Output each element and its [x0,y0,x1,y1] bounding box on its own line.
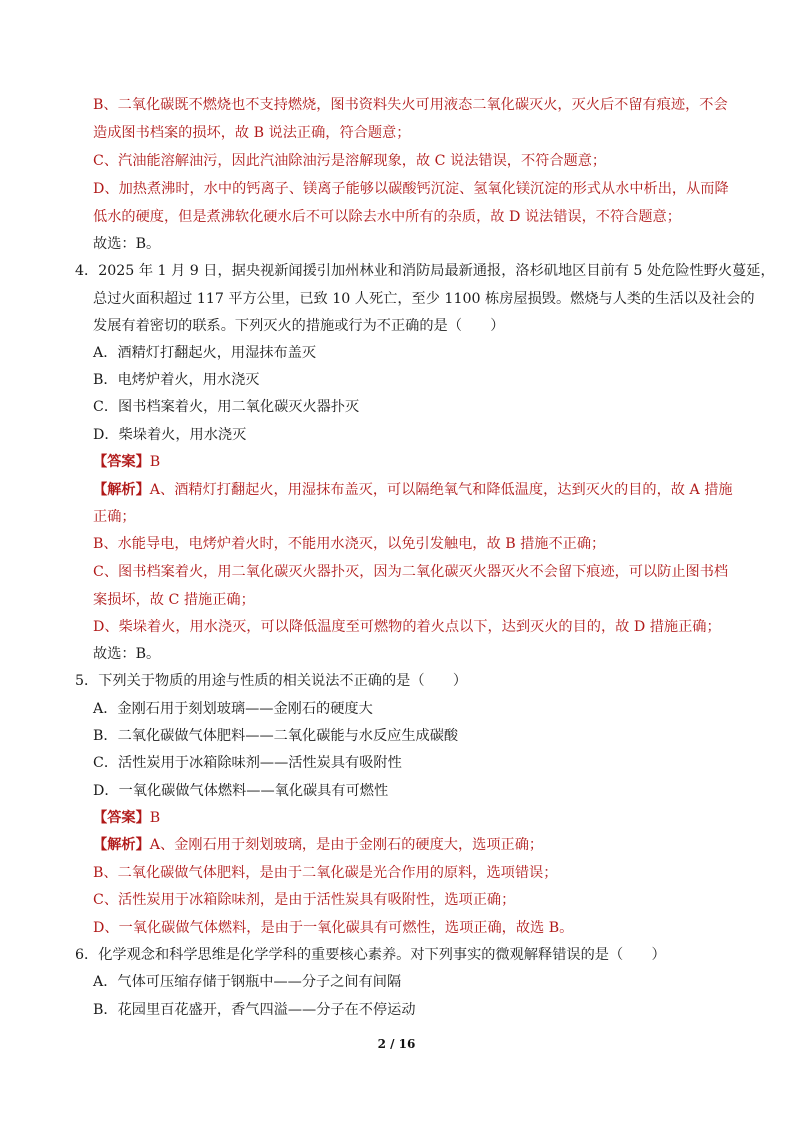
q4-stem-line: 4．2025 年 1 月 9 日，据央视新闻援引加州林业和消防局最新通报，洛杉矶地区目前有 5 处危险性野火蔓延， [75,263,775,279]
q4-analysis-line: 正确； [93,509,136,525]
q4-analysis-line: C、图书档案着火，用二氧化碳灭火器扑灭，因为二氧化碳灭火器灭火不会留下痕迹，可以防止图书档 [93,564,729,580]
q5-analysis-line: D、一氧化碳做气体燃料，是由于一氧化碳具有可燃性，选项正确，故选 B。 [93,920,574,936]
answer-tag: 【答案】 [93,454,150,470]
q4-option-a: A．酒精灯打翻起火，用湿抹布盖灭 [93,345,317,361]
answer-value: B [149,454,161,470]
q6-stem-line: 6．化学观念和科学思维是化学学科的重要核心素养。对下列事实的微观解释错误的是（ ） [75,947,666,963]
q3-analysis-line: 造成图书档案的损坏，故 B 说法正确，符合题意； [93,125,411,141]
q4-analysis-line [93,481,733,499]
analysis-text: A、金刚石用于刻划玻璃，是由于金刚石的硬度大，选项正确； [149,837,544,853]
q5-analysis-line: C、活性炭用于冰箱除味剂，是由于活性炭具有吸附性，选项正确； [93,892,516,908]
q4-option-c: C．图书档案着火，用二氧化碳灭火器扑灭 [93,399,360,415]
q4-option-b: B．电烤炉着火，用水浇灭 [93,372,260,388]
q5-analysis-line: B、二氧化碳做气体肥料，是由于二氧化碳是光合作用的原料，选项错误； [93,865,558,881]
q5-option-d: D．一氧化碳做气体燃料——氧化碳具有可燃性 [93,783,389,799]
answer-tag: 【答案】 [93,810,150,826]
q4-conclusion: 故选：B。 [93,646,161,662]
q6-option-b: B．花园里百花盛开，香气四溢——分子在不停运动 [93,1002,416,1018]
q5-option-b: B．二氧化碳做气体肥料——二氧化碳能与水反应生成碳酸 [93,728,459,744]
page-number: 2 / 16 [377,1037,416,1051]
q6-option-a: A．气体可压缩存储于钢瓶中——分子之间有间隔 [93,974,402,990]
q4-option-d: D．柴垛着火，用水浇灭 [93,427,247,443]
q4-stem-line: 发展有着密切的联系。下列灭火的措施或行为不正确的是（ ） [93,318,505,334]
q3-analysis-line: C、汽油能溶解油污，因此汽油除油污是溶解现象，故 C 说法错误，不符合题意； [93,153,607,169]
q3-analysis-line: B、二氧化碳既不燃烧也不支持燃烧，图书资料失火可用液态二氧化碳灭火，灭火后不留有痕迹，不会 [93,97,728,113]
q4-answer [93,453,160,471]
q5-option-c: C．活性炭用于冰箱除味剂——活性炭具有吸附性 [93,755,402,771]
q5-answer [93,809,160,827]
analysis-tag: 【解析】 [93,837,150,853]
q5-option-a: A．金刚石用于刻划玻璃——金刚石的硬度大 [93,701,373,717]
q4-stem-line: 总过火面积超过 117 平方公里，已致 10 人死亡，至少 1100 栋房屋损毁。燃烧与人类的生活以及社会的 [93,291,755,307]
analysis-text: A、酒精灯打翻起火，用湿抹布盖灭，可以隔绝氧气和降低温度，达到灭火的目的，故 A 措施 [149,482,733,498]
q4-analysis-line: D、柴垛着火，用水浇灭，可以降低温度至可燃物的着火点以下，达到灭火的目的，故 D 措施正确； [93,619,721,635]
q5-stem-line: 5．下列关于物质的用途与性质的相关说法不正确的是（ ） [75,673,468,689]
q5-analysis-line [93,836,543,854]
q3-analysis-line: 低水的硬度，但是煮沸软化硬水后不可以除去水中所有的杂质，故 D 说法错误，不符合题意； [93,209,681,225]
q3-conclusion: 故选：B。 [93,236,161,252]
analysis-tag: 【解析】 [93,482,150,498]
q4-analysis-line: 案损坏，故 C 措施正确； [93,592,255,608]
q3-analysis-line: D、加热煮沸时，水中的钙离子、镁离子能够以碳酸钙沉淀、氢氧化镁沉淀的形式从水中析出，从而降 [93,181,729,197]
answer-value: B [149,810,161,826]
q4-analysis-line: B、水能导电，电烤炉着火时，不能用水浇灭，以免引发触电，故 B 措施不正确； [93,536,606,552]
